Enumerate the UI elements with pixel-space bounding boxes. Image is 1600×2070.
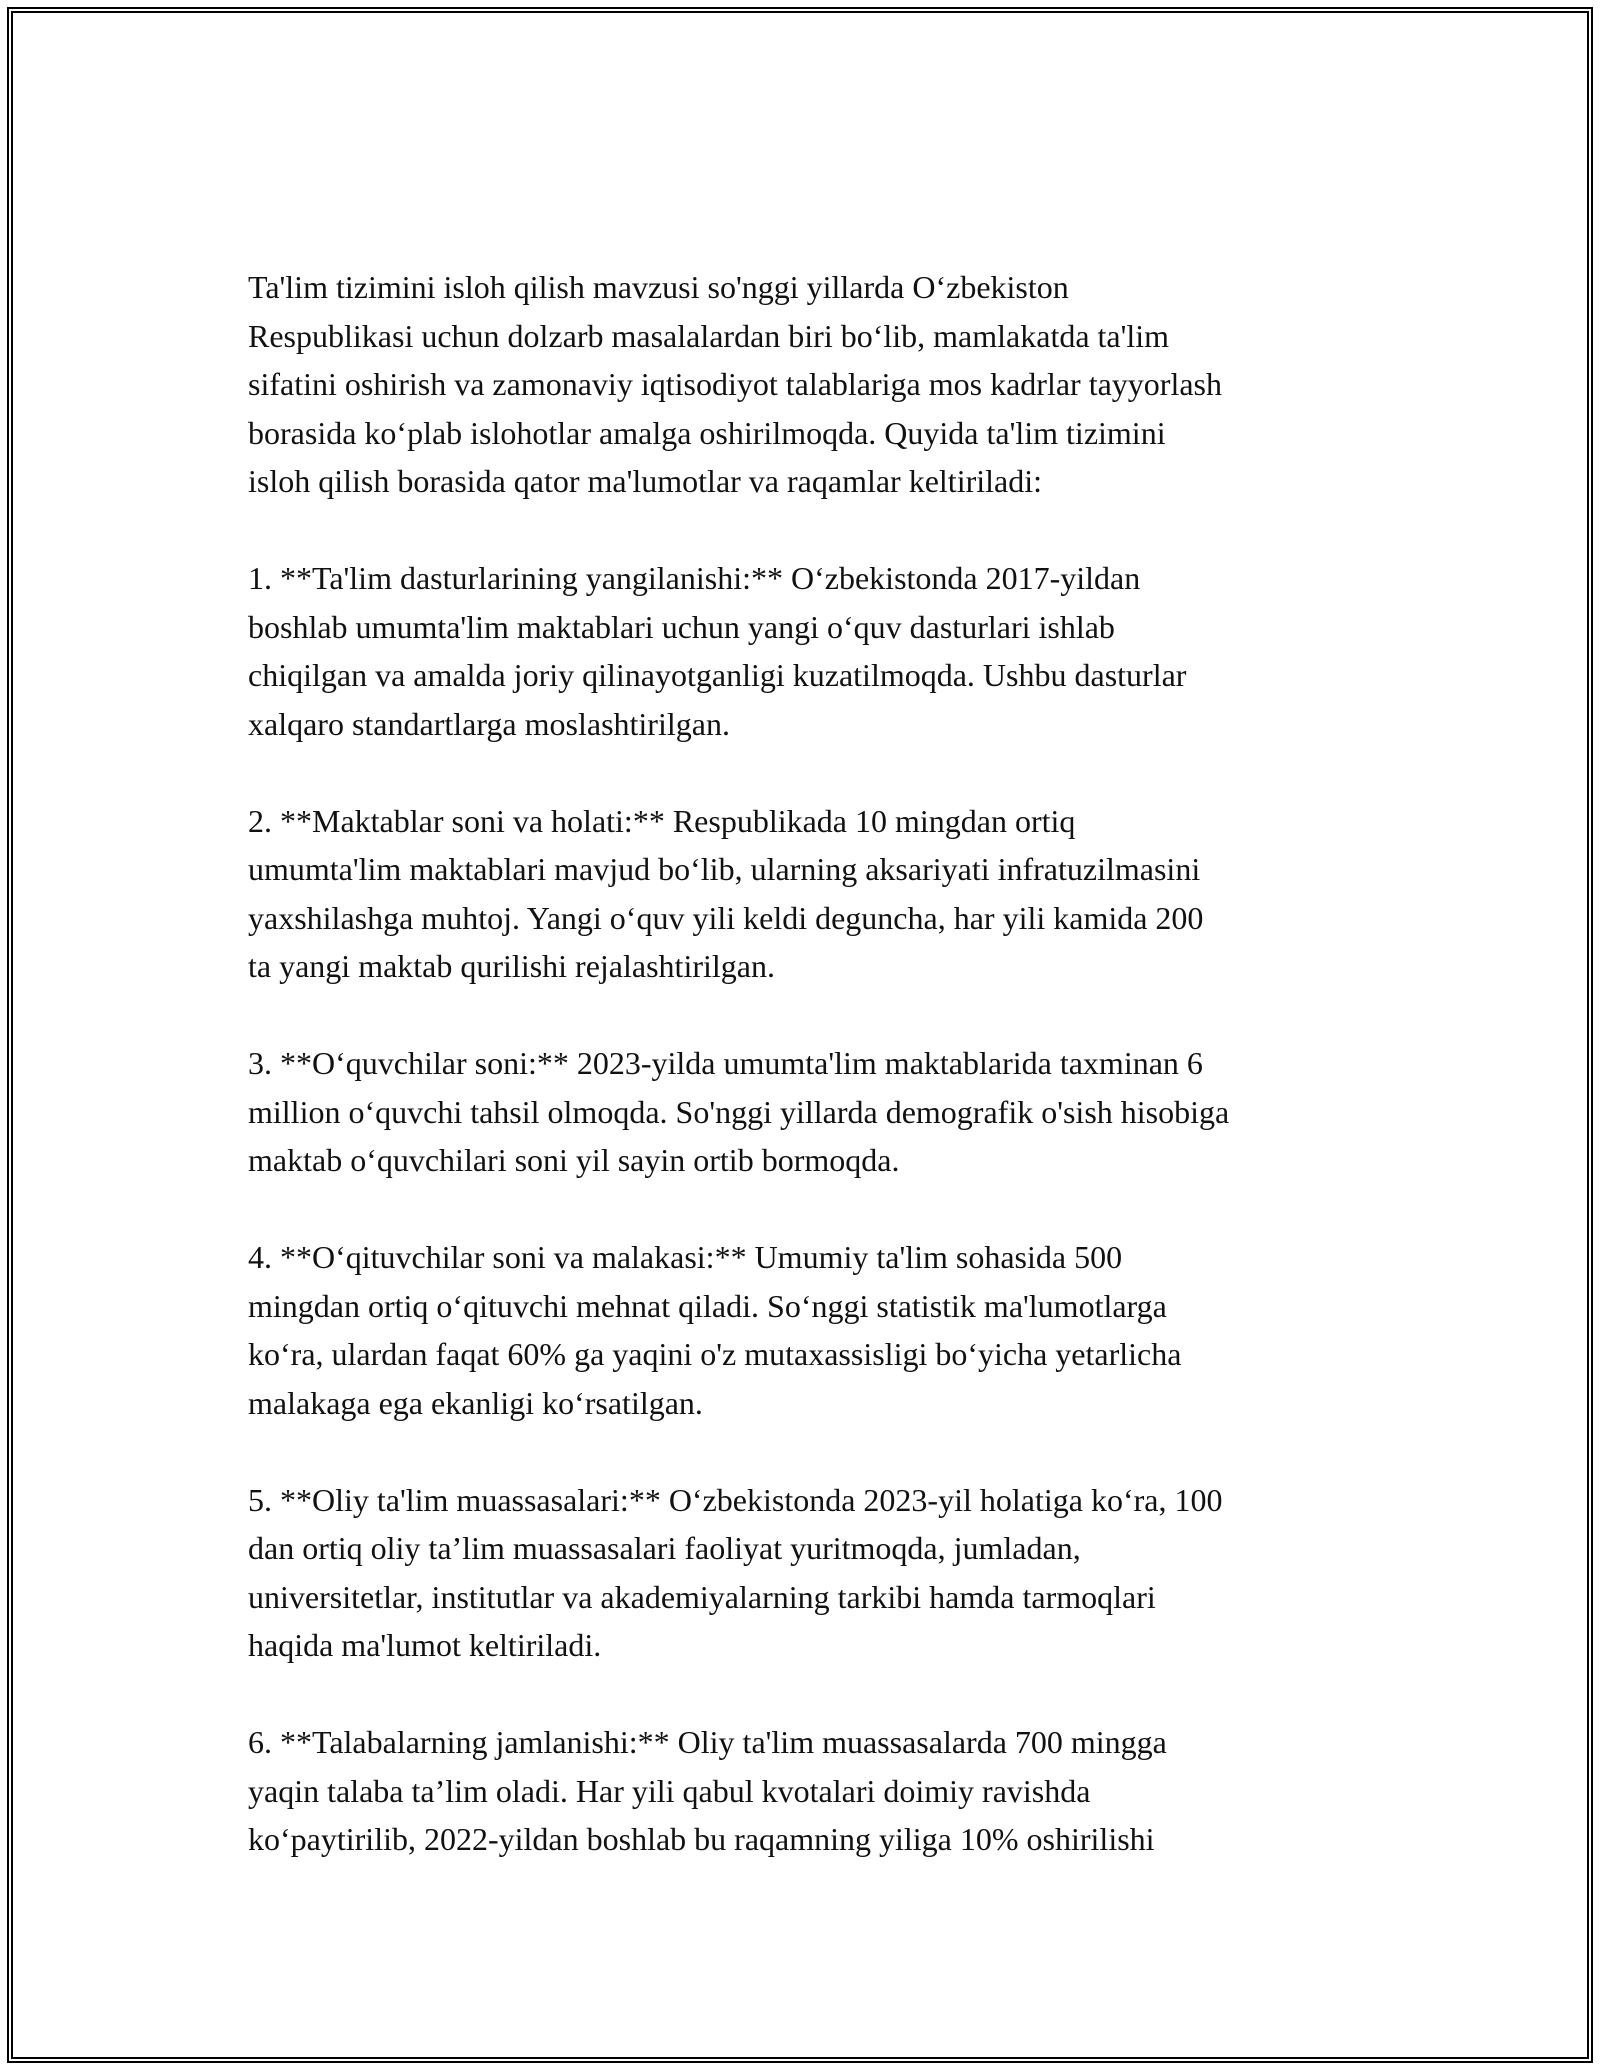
paragraph-item-4: 4. **O‘qituvchilar soni va malakasi:** Umumiy ta'lim sohasida 500 mingdan ortiq o‘qituvchi mehnat qiladi. So‘nggi statistik ma'lumotlarga ko‘ra, ulardan faqat 60% ga yaqini o'z mutaxassisligi bo‘yicha yetarlicha malakaga ega ekanligi ko‘rsatilgan.: [248, 1239, 1182, 1421]
paragraph-item-3: 3. **O‘quvchilar soni:** 2023-yilda umumta'lim maktablarida taxminan 6 million o‘quvchi tahsil olmoqda. So'nggi yillarda demografik o'sish hisobiga maktab o‘quvchilari soni yil sayin ortib bormoqda.: [248, 1045, 1230, 1178]
paragraph-item-1: 1. **Ta'lim dasturlarining yangilanishi:** O‘zbekistonda 2017-yildan boshlab umumta'lim maktablari uchun yangi o‘quv dasturlari ishlab chiqilgan va amalda joriy qilinayotganligi kuzatilmoqda. Ushbu dasturlar xalqaro standartlarga moslashtirilgan.: [248, 560, 1187, 742]
page-frame: [7, 7, 1593, 2063]
paragraph-item-5: 5. **Oliy ta'lim muassasalari:** O‘zbekistonda 2023-yil holatiga ko‘ra, 100 dan ortiq oliy ta’lim muassasalari faoliyat yuritmoqda, jumladan, universitetlar, institutlar va akademiyalarning tarkibi hamda tarmoqlari haqida ma'lumot keltiriladi.: [248, 1481, 1223, 1663]
paragraph-item-6: 6. **Talabalarning jamlanishi:** Oliy ta'lim muassasalarda 700 mingga yaqin talaba ta’lim oladi. Har yili qabul kvotalari doimiy ravishda ko‘paytirilib, 2022-yildan boshlab bu raqamning yiliga 10% oshirilishi: [248, 1724, 1167, 1857]
paragraph-item-2: 2. **Maktablar soni va holati:** Respublikada 10 mingdan ortiq umumta'lim maktablari mavjud bo‘lib, ularning aksariyati infratuzilmasini yaxshilashga muhtoj. Yangi o‘quv yili keldi deguncha, har yili kamida 200 ta yangi maktab qurilishi rejalashtirilgan.: [248, 802, 1204, 984]
document-body: [248, 263, 1378, 1864]
intro-paragraph: Ta'lim tizimini isloh qilish mavzusi so'nggi yillarda O‘zbekiston Respublikasi uchun dolzarb masalalardan biri bo‘lib, mamlakatda ta'lim sifatini oshirish va zamonaviy iqtisodiyot talablariga mos kadrlar tayyorlash borasida ko‘plab islohotlar amalga oshirilmoqda. Quyida ta'lim tizimini isloh qilish borasida qator ma'lumotlar va raqamlar keltiriladi:: [248, 269, 1222, 499]
